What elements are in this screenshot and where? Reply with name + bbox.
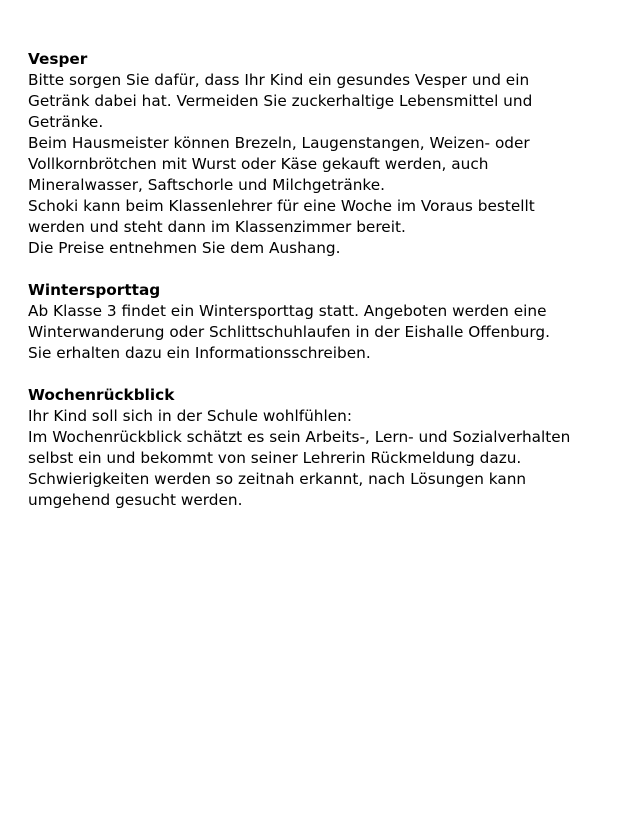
section-heading: Wintersporttag — [28, 281, 161, 299]
paragraph-line: Winterwanderung oder Schlittschuhlaufen in der Eishalle Offenburg. — [28, 323, 550, 341]
paragraph-line: selbst ein und bekommt von seiner Lehrerin Rückmeldung dazu. — [28, 449, 522, 467]
section-vesper — [28, 49, 618, 259]
paragraph-line: Beim Hausmeister können Brezeln, Laugenstangen, Weizen- oder — [28, 134, 530, 152]
paragraph-line: Sie erhalten dazu ein Informationsschreiben. — [28, 344, 371, 362]
paragraph-line: Ab Klasse 3 findet ein Wintersporttag statt. Angeboten werden eine — [28, 302, 547, 320]
paragraph-line: Die Preise entnehmen Sie dem Aushang. — [28, 239, 341, 257]
paragraph-line: werden und steht dann im Klassenzimmer bereit. — [28, 218, 406, 236]
section-heading: Vesper — [28, 50, 88, 68]
paragraph-line: Bitte sorgen Sie dafür, dass Ihr Kind ein gesundes Vesper und ein — [28, 71, 530, 89]
section-wintersporttag — [28, 280, 618, 364]
paragraph-line: Ihr Kind soll sich in der Schule wohlfühlen: — [28, 407, 352, 425]
document-page — [28, 49, 618, 532]
section-heading: Wochenrückblick — [28, 386, 175, 404]
paragraph-line: umgehend gesucht werden. — [28, 491, 243, 509]
paragraph-line: Vollkornbrötchen mit Wurst oder Käse gekauft werden, auch — [28, 155, 489, 173]
paragraph-line: Getränk dabei hat. Vermeiden Sie zuckerhaltige Lebensmittel und — [28, 92, 533, 110]
paragraph-line: Im Wochenrückblick schätzt es sein Arbeits-, Lern- und Sozialverhalten — [28, 428, 571, 446]
paragraph-line: Mineralwasser, Saftschorle und Milchgetränke. — [28, 176, 385, 194]
paragraph-line: Schwierigkeiten werden so zeitnah erkannt, nach Lösungen kann — [28, 470, 527, 488]
paragraph-line: Getränke. — [28, 113, 104, 131]
section-wochenrueckblick — [28, 385, 618, 511]
paragraph-line: Schoki kann beim Klassenlehrer für eine Woche im Voraus bestellt — [28, 197, 535, 215]
